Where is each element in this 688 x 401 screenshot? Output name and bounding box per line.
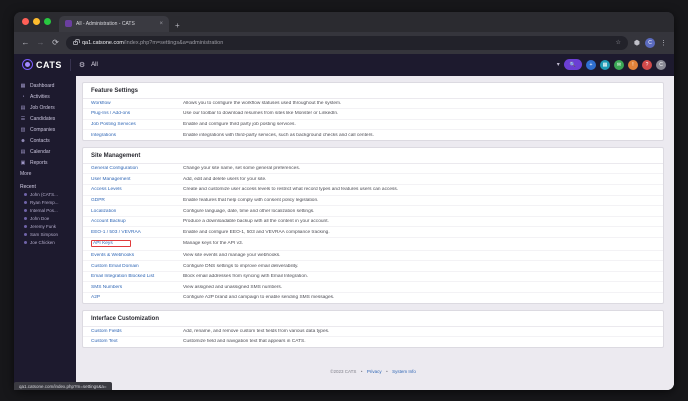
minimize-window-button[interactable]: [33, 18, 40, 25]
footer-privacy-link[interactable]: Privacy: [366, 368, 382, 374]
browser-tab[interactable]: [59, 16, 169, 32]
browser-extensions: [634, 38, 667, 48]
recent-item-label: Sam Simpson: [30, 232, 59, 237]
setting-link[interactable]: GDPR: [91, 197, 105, 203]
setting-description: Allows you to configure the workflow statuses used throughout the system.: [183, 100, 342, 106]
page-footer: [82, 354, 664, 386]
back-icon[interactable]: ←: [21, 38, 30, 47]
setting-link[interactable]: A2P: [91, 295, 101, 301]
chevron-down-icon[interactable]: ▾: [556, 62, 560, 68]
setting-description: Use our toolbar to download resumes from sites like Monster or LinkedIn.: [183, 111, 339, 117]
sidebar-item-calendar[interactable]: [14, 147, 76, 158]
table-row[interactable]: [83, 217, 663, 228]
table-row-api-keys[interactable]: [83, 238, 663, 251]
footer-copyright: ©2023 CATS: [330, 368, 357, 374]
sidebar-item-label: Companies: [30, 127, 56, 133]
setting-description: Configure DNS settings to improve email deliverability.: [183, 263, 299, 269]
list-item[interactable]: [14, 223, 76, 231]
table-row[interactable]: [83, 251, 663, 262]
sidebar-item-label: Job Orders: [30, 105, 55, 111]
recent-item-label: Internal Pos...: [30, 208, 58, 213]
forward-icon[interactable]: →: [36, 38, 45, 47]
footer-separator: •: [386, 368, 388, 374]
sidebar-more-button[interactable]: More: [20, 171, 32, 177]
list-item[interactable]: [14, 215, 76, 223]
browser-window: [14, 12, 674, 390]
table-row[interactable]: [83, 130, 663, 140]
table-row[interactable]: [83, 293, 663, 303]
recent-item-label: Ryan Fremp...: [30, 200, 59, 205]
setting-link[interactable]: Job Posting Services: [91, 121, 136, 127]
recent-item-label: Jeremy Funk: [30, 224, 57, 229]
setting-link[interactable]: Custom Email Domain: [91, 263, 139, 269]
address-input[interactable]: [66, 36, 628, 50]
section-title: Interface Customization: [83, 311, 663, 327]
table-row[interactable]: [83, 174, 663, 185]
setting-description: View site events and manage your webhooks.: [183, 252, 281, 258]
contact-icon: ☻: [20, 138, 26, 144]
list-item[interactable]: [14, 207, 76, 215]
sidebar-item-activities[interactable]: [14, 92, 76, 103]
setting-description: Configure language, date, time and other localization settings.: [183, 208, 315, 214]
tab-strip: [14, 12, 674, 32]
setting-description: Add, edit and delete users for your site.: [183, 176, 267, 182]
list-item[interactable]: [14, 231, 76, 239]
user-avatar[interactable]: C: [656, 60, 666, 70]
card-site-management: [82, 147, 664, 304]
setting-description: Block email addresses from syncing with Email Integration.: [183, 274, 309, 280]
kebab-icon[interactable]: ⋮: [660, 39, 667, 47]
table-row[interactable]: [83, 327, 663, 338]
status-bar: qa1.catsone.com/index.php?m=settings&a=: [14, 382, 112, 390]
dot-icon: [24, 241, 27, 244]
setting-link[interactable]: Email Integration Blocked List: [91, 274, 155, 280]
setting-description: Enable and configure EEO-1, 503 and VEVRAA compliance tracking.: [183, 229, 330, 235]
setting-link[interactable]: Custom Fields: [91, 328, 122, 334]
reload-icon[interactable]: ⟳: [52, 38, 59, 47]
dot-icon: [24, 225, 27, 228]
tab-title: All - Administration - CATS: [76, 20, 135, 27]
bell-icon[interactable]: !: [628, 60, 638, 70]
divider: [70, 59, 71, 71]
setting-link[interactable]: Localization: [91, 208, 117, 214]
sidebar-item-label: Candidates: [30, 116, 56, 122]
app-header: [14, 54, 674, 76]
sidebar-item-candidates[interactable]: [14, 114, 76, 125]
dot-icon: [24, 193, 27, 196]
page-content: [14, 54, 674, 390]
sidebar-item-label: Reports: [30, 160, 48, 166]
app-logo[interactable]: [22, 59, 62, 70]
activity-icon: ◔: [21, 94, 25, 100]
sidebar: [14, 76, 76, 390]
section-title: Site Management: [83, 148, 663, 164]
sidebar-item-companies[interactable]: [14, 125, 76, 136]
sidebar-item-label: Dashboard: [30, 83, 55, 89]
list-item[interactable]: [14, 199, 76, 207]
briefcase-icon: ▤: [20, 105, 26, 111]
setting-link[interactable]: Workflow: [91, 100, 111, 106]
setting-description: Enable features that help comply with consent policy legislation.: [183, 197, 319, 203]
window-controls[interactable]: [22, 12, 59, 32]
setting-link[interactable]: Integrations: [91, 132, 117, 138]
table-row[interactable]: [83, 261, 663, 272]
header-actions: [557, 59, 666, 70]
setting-link[interactable]: Plug-Ins / Add-ons: [91, 111, 131, 117]
footer-separator: •: [360, 368, 363, 374]
puzzle-icon[interactable]: ⬢: [633, 39, 640, 47]
dot-icon: [24, 233, 27, 236]
lock-icon: [73, 41, 78, 45]
gear-icon[interactable]: ⚙: [78, 61, 86, 69]
sidebar-item-label: Contacts: [30, 138, 50, 144]
search-button[interactable]: [564, 59, 582, 70]
new-tab-button[interactable]: +: [175, 20, 180, 30]
table-row[interactable]: [83, 196, 663, 207]
table-row[interactable]: [83, 282, 663, 293]
chart-icon: ▣: [20, 160, 26, 166]
dot-icon: [24, 201, 27, 204]
sidebar-item-reports[interactable]: [14, 158, 76, 169]
calendar-icon: ▤: [20, 149, 26, 155]
setting-link[interactable]: Custom Text: [91, 339, 118, 345]
table-row[interactable]: [83, 206, 663, 217]
table-row[interactable]: [83, 164, 663, 175]
setting-link[interactable]: SMS Numbers: [91, 284, 123, 290]
setting-description: Change your site name, set some general preferences.: [183, 166, 301, 172]
main-content: [76, 76, 674, 390]
profile-avatar[interactable]: C: [645, 38, 655, 48]
table-row[interactable]: [83, 227, 663, 238]
table-row[interactable]: [83, 337, 663, 347]
setting-link[interactable]: Access Levels: [91, 187, 122, 193]
setting-description: Manage keys for the API v3.: [183, 241, 243, 247]
setting-description: Configure A2P brand and campaign to enable sending SMS messages.: [183, 295, 335, 301]
card-interface-customization: [82, 310, 664, 348]
list-item[interactable]: [14, 191, 76, 199]
card-feature-settings: [82, 82, 664, 141]
url-bar: [14, 32, 674, 54]
table-row[interactable]: [83, 99, 663, 110]
setting-link[interactable]: Account Backup: [91, 219, 126, 225]
sidebar-item-job-orders[interactable]: [14, 103, 76, 114]
setting-description: Enable integrations with third-party services, such as background checks and call centers.: [183, 132, 374, 138]
people-icon: ☰: [20, 116, 26, 122]
table-row[interactable]: [83, 120, 663, 131]
sidebar-item-dashboard[interactable]: [14, 81, 76, 92]
setting-description: Add, rename, and remove custom text fields from various data types.: [183, 328, 330, 334]
brand-name: CATS: [36, 59, 62, 70]
maximize-window-button[interactable]: [44, 18, 51, 25]
setting-link[interactable]: EEO-1 / 503 / VEVRAA: [91, 229, 141, 235]
dot-icon: [24, 209, 27, 212]
calendar-icon[interactable]: ▦: [600, 60, 610, 70]
url-path: /index.php?m=settings&a=administration: [123, 39, 224, 46]
cats-favicon-icon: [65, 20, 72, 27]
building-icon: ▥: [20, 127, 26, 133]
section-title: Feature Settings: [83, 83, 663, 99]
sidebar-item-label: Activities: [30, 94, 50, 100]
close-icon[interactable]: ×: [159, 20, 163, 27]
cats-logo-icon: [22, 59, 33, 70]
url-host: qa1.catsone.com: [82, 39, 124, 46]
setting-link[interactable]: User Management: [91, 176, 131, 182]
setting-description: Create and customize user access levels to restrict what record types and features users can access.: [183, 187, 399, 193]
sidebar-item-label: Calendar: [30, 149, 51, 155]
table-row[interactable]: [83, 109, 663, 120]
sidebar-recent-header: Recent: [20, 183, 36, 190]
add-icon[interactable]: +: [586, 60, 596, 70]
grid-icon: ▦: [20, 83, 26, 89]
star-icon[interactable]: ☆: [615, 40, 621, 46]
table-row[interactable]: [83, 272, 663, 283]
recent-item-label: Joe Chicken: [30, 240, 55, 245]
recent-item-label: John Doe: [30, 216, 50, 221]
list-item[interactable]: [14, 239, 76, 247]
mail-icon[interactable]: ✉: [614, 60, 624, 70]
table-row[interactable]: [83, 185, 663, 196]
setting-link[interactable]: Events & Webhooks: [91, 252, 135, 258]
setting-description: View assigned and unassigned SMS numbers.: [183, 284, 283, 290]
scope-label[interactable]: All: [91, 61, 98, 68]
recent-item-label: John (CATS...: [30, 192, 58, 197]
close-window-button[interactable]: [22, 18, 29, 25]
setting-description: Produce a downloadable backup with all the content in your account.: [183, 219, 329, 225]
help-icon[interactable]: ?: [642, 60, 652, 70]
setting-link[interactable]: General Configuration: [91, 166, 138, 172]
footer-system-info-link[interactable]: System Info: [392, 368, 416, 374]
setting-description: Enable and configure third party job posting services.: [183, 121, 296, 127]
dot-icon: [24, 217, 27, 220]
search-icon: 🔍: [569, 61, 576, 68]
sidebar-item-contacts[interactable]: [14, 136, 76, 147]
setting-link-api-keys[interactable]: API Keys: [91, 240, 131, 247]
setting-description: Customize field and navigation text that appears in CATS.: [183, 339, 306, 345]
